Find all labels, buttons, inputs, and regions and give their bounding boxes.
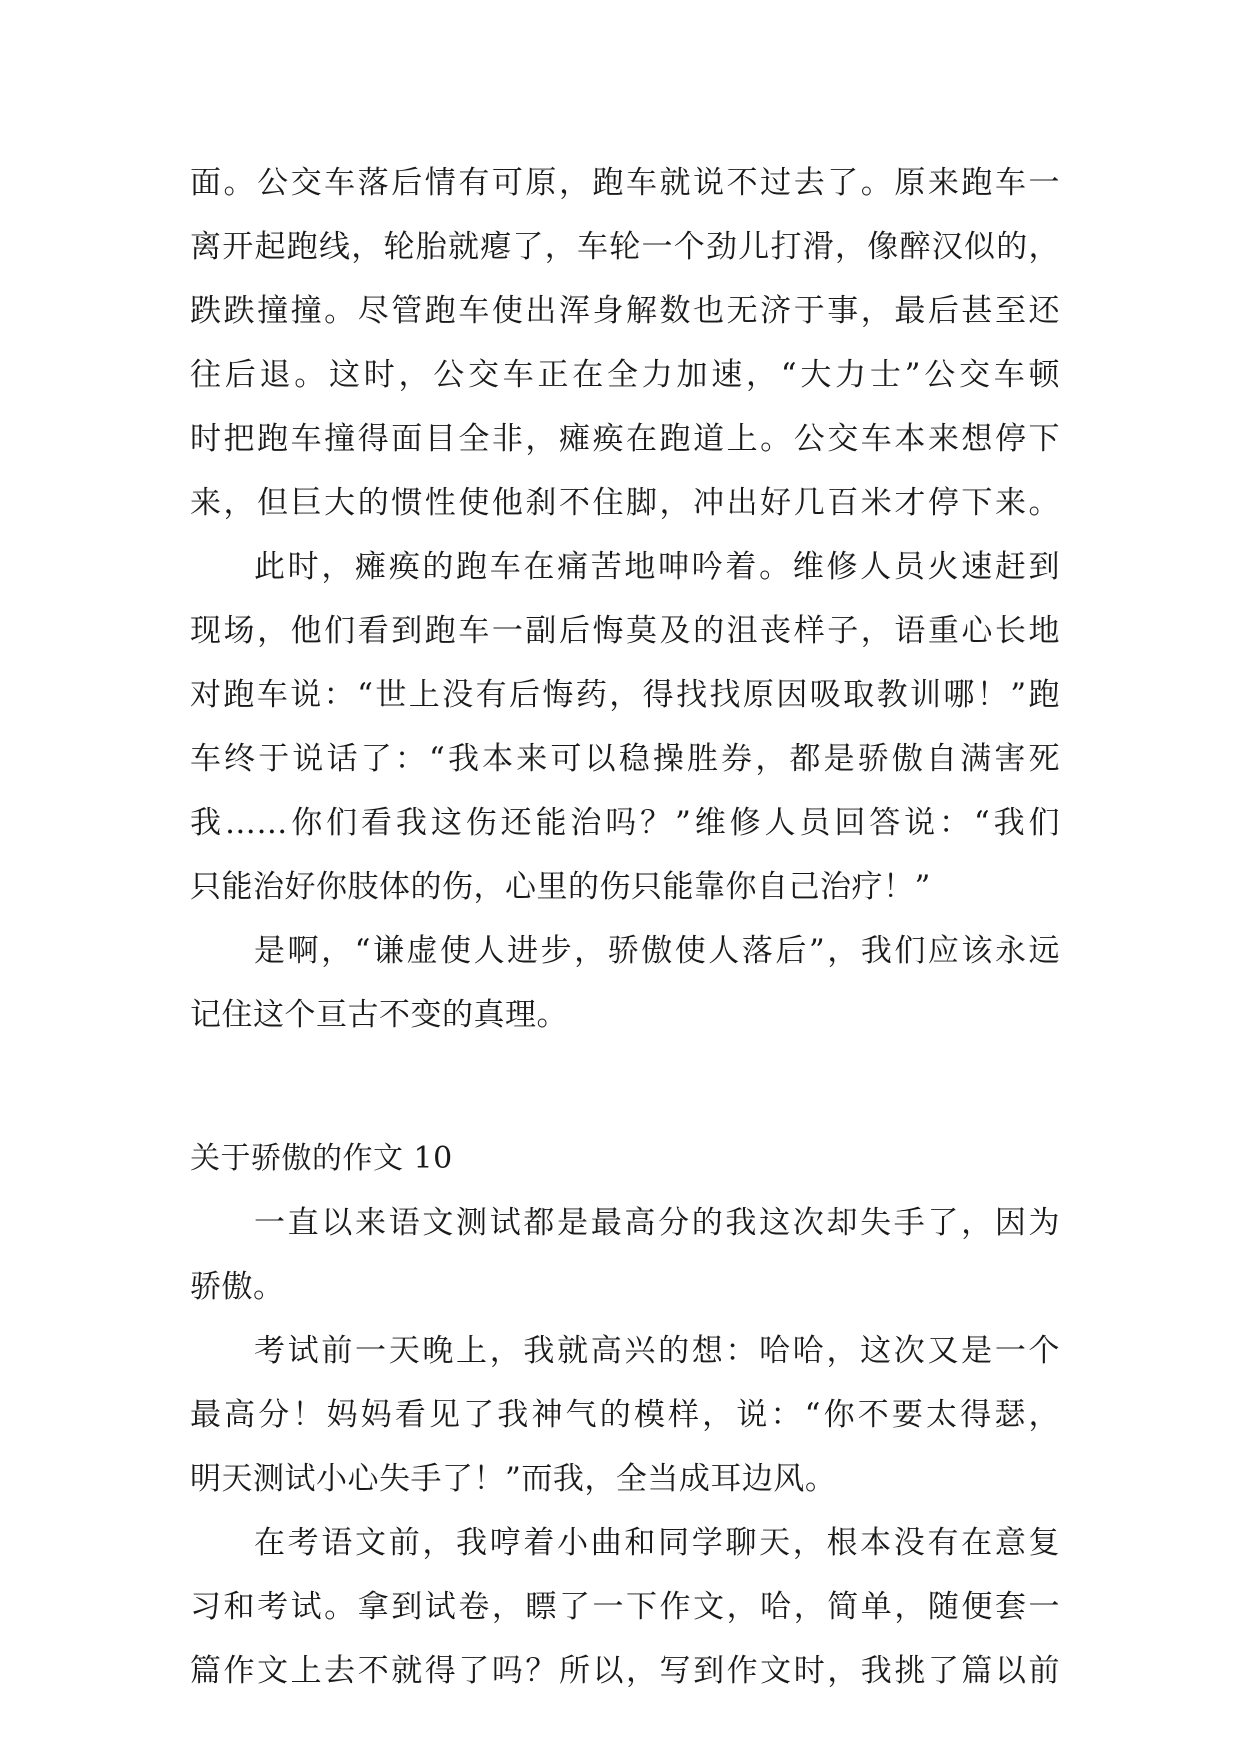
text-line: 我……你们看我这伤还能治吗？”维修人员回答说：“我们 <box>190 805 1060 841</box>
paragraph <box>190 919 1060 1047</box>
text-line: 来，但巨大的惯性使他刹不住脚，冲出好几百米才停下来。 <box>190 485 1060 521</box>
paragraph <box>190 1191 1060 1319</box>
text-line: 此时，瘫痪的跑车在痛苦地呻吟着。维修人员火速赶到 <box>254 549 1060 585</box>
text-line: 是啊，“谦虚使人进步，骄傲使人落后”，我们应该永远 <box>254 933 1060 969</box>
text-line: 一直以来语文测试都是最高分的我这次却失手了，因为 <box>254 1205 1060 1241</box>
text-line: 在考语文前，我哼着小曲和同学聊天，根本没有在意复 <box>254 1525 1060 1561</box>
text-line: 只能治好你肢体的伤，心里的伤只能靠你自己治疗！” <box>190 869 931 905</box>
paragraph <box>190 151 1060 535</box>
section-spacer <box>190 1047 1060 1127</box>
document-body <box>190 151 1060 1703</box>
text-line: 骄傲。 <box>190 1269 285 1305</box>
text-line: 篇作文上去不就得了吗？所以，写到作文时，我挑了篇以前 <box>190 1653 1060 1689</box>
text-line: 面。公交车落后情有可原，跑车就说不过去了。原来跑车一 <box>190 165 1060 201</box>
text-line: 最高分！妈妈看见了我神气的模样，说：“你不要太得瑟， <box>190 1397 1060 1433</box>
paragraph <box>190 535 1060 919</box>
text-line: 离开起跑线，轮胎就瘪了，车轮一个劲儿打滑，像醉汉似的， <box>190 229 1060 265</box>
text-line: 车终于说话了：“我本来可以稳操胜券，都是骄傲自满害死 <box>190 741 1060 777</box>
text-line: 往后退。这时，公交车正在全力加速，“大力士”公交车顿 <box>190 357 1060 393</box>
text-line: 记住这个亘古不变的真理。 <box>190 997 568 1033</box>
paragraph <box>190 1319 1060 1511</box>
text-line: 跌跌撞撞。尽管跑车使出浑身解数也无济于事，最后甚至还 <box>190 293 1060 329</box>
section-heading: 关于骄傲的作文 10 <box>190 1141 453 1176</box>
paragraph <box>190 1511 1060 1703</box>
text-line: 明天测试小心失手了！”而我，全当成耳边风。 <box>190 1461 837 1497</box>
text-line: 习和考试。拿到试卷，瞟了一下作文，哈，简单，随便套一 <box>190 1589 1060 1625</box>
text-line: 对跑车说：“世上没有后悔药，得找找原因吸取教训哪！”跑 <box>190 677 1060 713</box>
text-line: 考试前一天晚上，我就高兴的想：哈哈，这次又是一个 <box>254 1333 1060 1369</box>
text-line: 时把跑车撞得面目全非，瘫痪在跑道上。公交车本来想停下 <box>190 421 1060 457</box>
text-line: 现场，他们看到跑车一副后悔莫及的沮丧样子，语重心长地 <box>190 613 1060 649</box>
